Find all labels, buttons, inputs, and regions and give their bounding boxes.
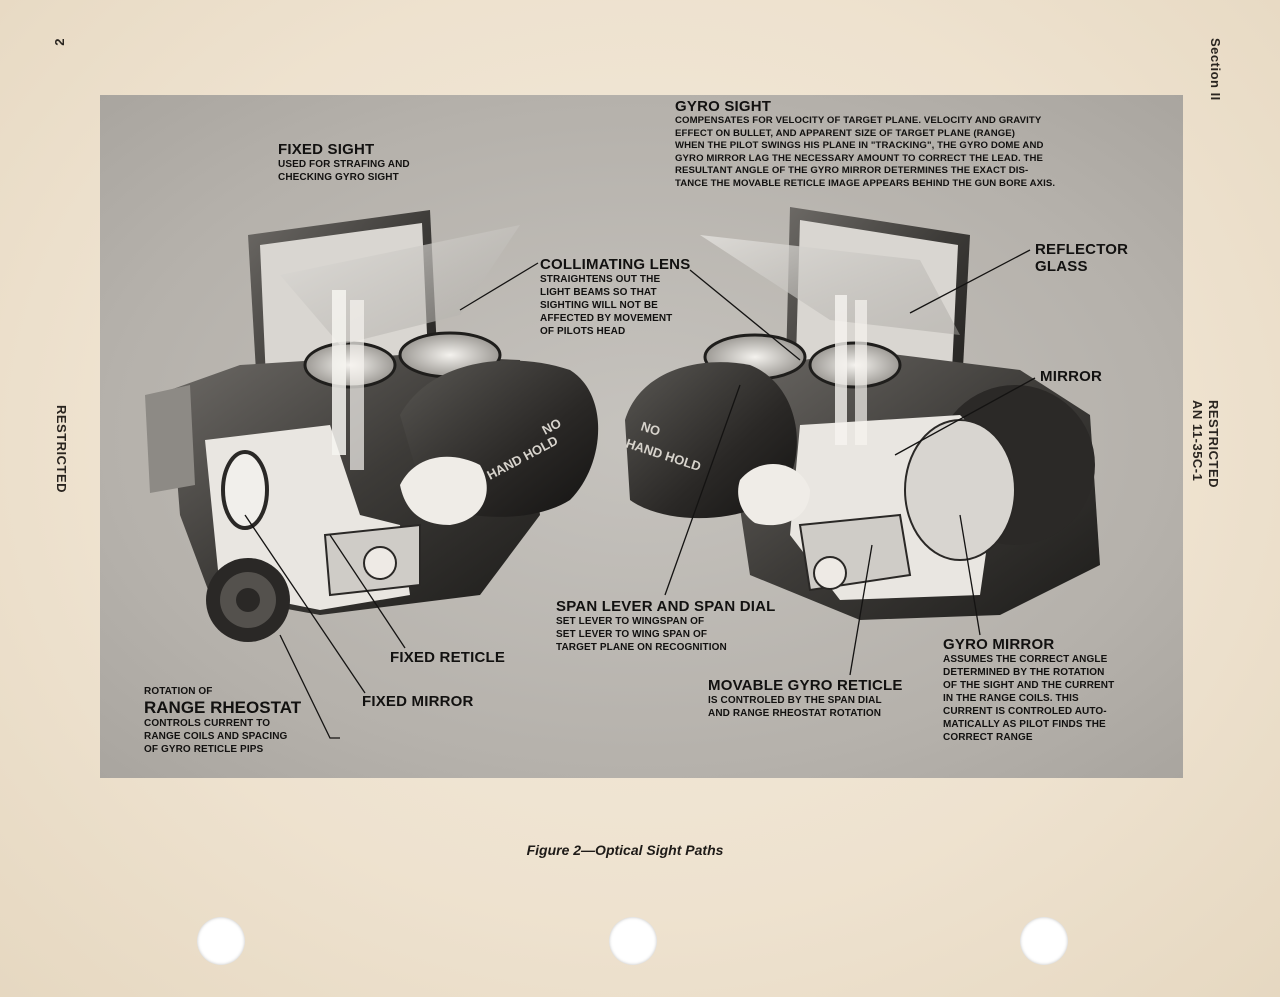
- left-sight-unit: [145, 210, 598, 642]
- section-label: Section II: [1208, 38, 1223, 101]
- hood-text-left-line2: HAND HOLD: [484, 432, 561, 483]
- binder-hole-center: [609, 917, 657, 965]
- restricted-marking-left: RESTRICTED: [54, 405, 69, 494]
- label-collimating-lens: COLLIMATING LENS STRAIGHTENS OUT THE LIGHT BEAMS SO THAT SIGHTING WILL NOT BE AFFECTED BY MOVEMENT OF PILOTS HEAD: [540, 256, 691, 337]
- label-movable-gyro-reticle: MOVABLE GYRO RETICLE IS CONTROLED BY THE SPAN DIAL AND RANGE RHEOSTAT ROTATION: [708, 677, 903, 719]
- label-reflector-glass: REFLECTOR GLASS: [1035, 241, 1129, 275]
- label-span-lever: SPAN LEVER AND SPAN DIAL SET LEVER TO WINGSPAN OF SET LEVER TO WING SPAN OF TARGET PLANE ON RECOGNITION: [556, 598, 776, 653]
- hood-text-left-line1: NO: [539, 415, 564, 438]
- right-sight-unit: [624, 207, 1103, 620]
- restricted-marking-right: RESTRICTED: [1206, 400, 1221, 489]
- label-fixed-mirror: FIXED MIRROR: [362, 693, 474, 710]
- label-mirror: MIRROR: [1040, 368, 1103, 385]
- document-number: AN 11-35C-1: [1190, 400, 1205, 482]
- label-fixed-reticle: FIXED RETICLE: [390, 649, 506, 666]
- figure-plate: [100, 95, 1183, 778]
- page-number: 2: [52, 38, 67, 46]
- label-gyro-sight: GYRO SIGHT COMPENSATES FOR VELOCITY OF TARGET PLANE. VELOCITY AND GRAVITY EFFECT ON BULLET, AND APPARENT SIZE OF TARGET PLANE (RANGE) WHEN THE PILOT SWINGS HIS PLANE IN "TRACKING", THE GYRO DOME AND GYRO MIRROR LAG THE NECESSARY AMOUNT TO CORRECT THE LEAD. THE RESULTANT ANGLE OF THE GYRO MIRROR DETERMINES THE EXACT DIS- TANCE THE MOVABLE RETICLE IMAGE APPEARS BEHIND THE GUN BORE AXIS.: [675, 98, 1056, 189]
- binder-hole-left: [197, 917, 245, 965]
- label-fixed-sight: FIXED SIGHT USED FOR STRAFING AND CHECKING GYRO SIGHT: [278, 141, 410, 183]
- hood-text-right-line1: NO: [639, 418, 663, 439]
- label-gyro-mirror: GYRO MIRROR ASSUMES THE CORRECT ANGLE DETERMINED BY THE ROTATION OF THE SIGHT AND THE CURRENT IN THE RANGE COILS. THIS CURRENT IS CONTROLED AUTO- MATICALLY AS PILOT FINDS THE CORRECT RANGE: [943, 636, 1115, 743]
- label-range-rheostat: ROTATION OF RANGE RHEOSTAT CONTROLS CURRENT TO RANGE COILS AND SPACING OF GYRO RETICLE PIPS: [144, 686, 302, 755]
- hood-text-right-line2: HAND HOLD: [624, 435, 703, 474]
- binder-hole-right: [1020, 917, 1068, 965]
- figure-caption: Figure 2—Optical Sight Paths: [526, 842, 724, 858]
